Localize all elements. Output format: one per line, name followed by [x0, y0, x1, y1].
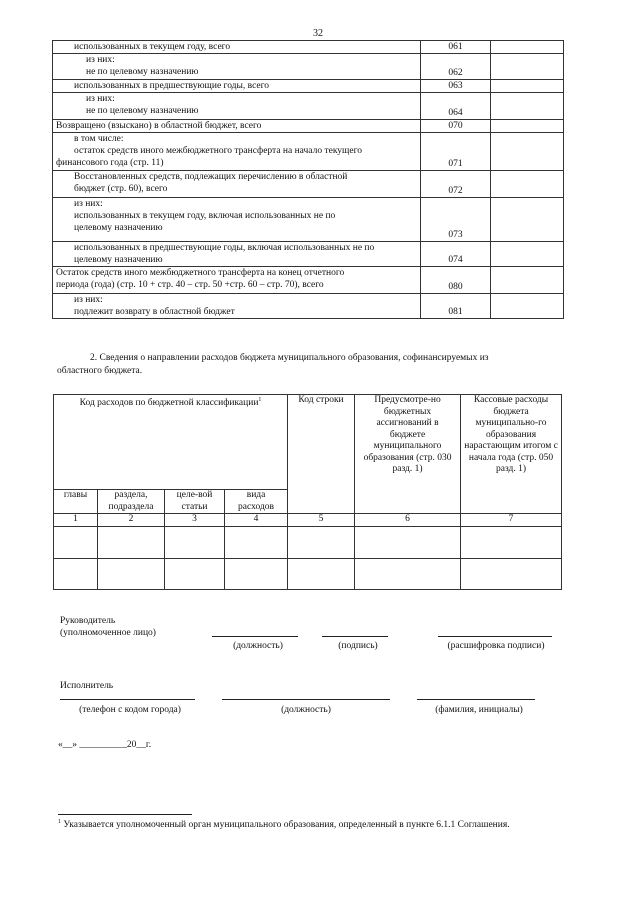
- line-code: 072: [421, 171, 491, 198]
- description-line: Возвращено (взыскано) в областной бюджет, всего: [56, 121, 262, 131]
- value-cell[interactable]: [491, 93, 564, 120]
- expenses-table: [53, 394, 562, 590]
- table-row: [53, 80, 564, 93]
- phone-caption: (телефон с кодом города): [79, 705, 181, 715]
- description-line: использованных в текущем году, всего: [74, 42, 231, 52]
- description-line: в том числе:: [74, 134, 124, 144]
- report-table-continued: [52, 40, 564, 319]
- description-line: финансового года (стр. 11): [56, 158, 164, 168]
- line-code: 080: [421, 267, 491, 294]
- signature-caption: (подпись): [338, 641, 378, 651]
- table-row: [53, 54, 564, 80]
- table-row: [53, 120, 564, 133]
- line-code: 061: [421, 41, 491, 54]
- footnote: [58, 819, 510, 830]
- header-cash-expenses: Кассовые расходы бюджета муниципально-го образования нарастающим итогом с начала года (стр. 050 разд. 1): [461, 395, 562, 514]
- empty-cell[interactable]: [355, 558, 461, 589]
- row-description: [53, 54, 421, 80]
- empty-cell[interactable]: [165, 526, 225, 558]
- row-description: [53, 198, 421, 242]
- description-line: остаток средств иного межбюджетного трансферта на начало текущего: [74, 146, 362, 156]
- header-chapter: главы: [54, 490, 98, 514]
- empty-cell[interactable]: [288, 526, 355, 558]
- column-numbers-row: [54, 514, 562, 527]
- footnote-mark: 1: [58, 819, 61, 825]
- value-cell[interactable]: [491, 133, 564, 171]
- table-row: [53, 41, 564, 54]
- row-description: [53, 93, 421, 120]
- executor-name-line[interactable]: [417, 699, 535, 700]
- value-cell[interactable]: [491, 242, 564, 267]
- header-section: раздела, подраздела: [98, 490, 165, 514]
- description-line: целевому назначению: [74, 223, 163, 233]
- table-row: [53, 133, 564, 171]
- empty-cell[interactable]: [288, 558, 355, 589]
- footnote-separator: [58, 814, 192, 815]
- line-code: 073: [421, 198, 491, 242]
- line-code: 063: [421, 80, 491, 93]
- col-number: 5: [288, 514, 355, 527]
- description-line: из них:: [86, 94, 115, 104]
- description-line: целевому назначению: [74, 255, 163, 265]
- line-code: 070: [421, 120, 491, 133]
- executor-position-caption: (должность): [281, 705, 331, 715]
- head-label: Руководитель: [60, 616, 116, 626]
- line-code: 081: [421, 294, 491, 319]
- description-line: использованных в предшествующие годы, включая использованных не по: [74, 243, 375, 253]
- description-line: Восстановленных средств, подлежащих перечислению в областной: [74, 172, 348, 182]
- header-planned-allocations: Предусмотре-но бюджетных ассигнований в бюджете муниципального образования (стр. 030 разд. 1): [355, 395, 461, 514]
- empty-cell[interactable]: [355, 526, 461, 558]
- empty-cell[interactable]: [461, 558, 562, 589]
- col-number: 1: [54, 514, 98, 527]
- description-line: использованных в текущем году, включая использованных не по: [74, 211, 336, 221]
- empty-cell[interactable]: [54, 558, 98, 589]
- line-code: 062: [421, 54, 491, 80]
- row-description: [53, 171, 421, 198]
- page-number: 32: [313, 28, 323, 39]
- description-line: не по целевому назначению: [86, 106, 199, 116]
- head-sub-label: (уполномоченное лицо): [60, 628, 156, 638]
- empty-cell[interactable]: [98, 526, 165, 558]
- executor-name-caption: (фамилия, инициалы): [435, 705, 523, 715]
- description-line: подлежит возврату в областной бюджет: [74, 307, 235, 317]
- description-line: из них:: [74, 199, 103, 209]
- row-description: [53, 294, 421, 319]
- col-number: 3: [165, 514, 225, 527]
- signature-decoding-caption: (расшифровка подписи): [447, 641, 545, 651]
- row-description: [53, 133, 421, 171]
- table-row: [53, 171, 564, 198]
- phone-line[interactable]: [60, 699, 195, 700]
- row-description: [53, 242, 421, 267]
- description-line: не по целевому назначению: [86, 67, 199, 77]
- line-code: 074: [421, 242, 491, 267]
- table-row: [54, 526, 562, 558]
- row-description: [53, 120, 421, 133]
- line-code: 064: [421, 93, 491, 120]
- description-line: из них:: [86, 55, 115, 65]
- footnote-text: Указывается уполномоченный орган муниципального образования, определенный в пункте 6.1.1 Соглашения.: [63, 820, 510, 831]
- empty-cell[interactable]: [98, 558, 165, 589]
- value-cell[interactable]: [491, 120, 564, 133]
- table-row: [53, 198, 564, 242]
- empty-cell[interactable]: [165, 558, 225, 589]
- table-row: [53, 267, 564, 294]
- executor-label: Исполнитель: [60, 681, 114, 691]
- col-number: 4: [225, 514, 288, 527]
- value-cell[interactable]: [491, 294, 564, 319]
- empty-cell[interactable]: [225, 558, 288, 589]
- table-row: [53, 294, 564, 319]
- description-line: периода (года) (стр. 10 + стр. 40 – стр. 50 +стр. 60 – стр. 70), всего: [56, 280, 324, 290]
- table-row: [53, 242, 564, 267]
- empty-cell[interactable]: [54, 526, 98, 558]
- header-expense-type: вида расходов: [225, 490, 288, 514]
- row-description: [53, 267, 421, 294]
- empty-cell[interactable]: [461, 526, 562, 558]
- col-number: 2: [98, 514, 165, 527]
- empty-cell[interactable]: [225, 526, 288, 558]
- value-cell[interactable]: [491, 41, 564, 54]
- row-description: [53, 80, 421, 93]
- header-target-article: целе-вой статьи: [165, 490, 225, 514]
- value-cell[interactable]: [491, 80, 564, 93]
- line-code: 071: [421, 133, 491, 171]
- value-cell[interactable]: [491, 54, 564, 80]
- col-number: 7: [461, 514, 562, 527]
- position-line[interactable]: [212, 636, 298, 637]
- header-budget-classification: Код расходов по бюджетной классификации$^1$: [54, 395, 288, 490]
- table-row: [53, 93, 564, 120]
- description-line: Остаток средств иного межбюджетного трансферта на конец отчетного: [56, 268, 345, 278]
- value-cell[interactable]: [491, 171, 564, 198]
- section-2-title-cont: областного бюджета.: [57, 366, 143, 376]
- row-description: [53, 41, 421, 54]
- value-cell[interactable]: [491, 267, 564, 294]
- executor-position-line[interactable]: [222, 699, 390, 700]
- section-2-title: 2. Сведения о направлении расходов бюджета муниципального образования, софинансируемых из: [90, 353, 489, 363]
- col-number: 6: [355, 514, 461, 527]
- header-line-code: Код строки: [288, 395, 355, 514]
- description-line: бюджет (стр. 60), всего: [74, 184, 168, 194]
- value-cell[interactable]: [491, 198, 564, 242]
- signature-line[interactable]: [322, 636, 388, 637]
- date-field[interactable]: «__» __________20__г.: [58, 740, 152, 750]
- signature-decoding-line[interactable]: [438, 636, 552, 637]
- table-row: [54, 558, 562, 589]
- description-line: из них:: [74, 295, 103, 305]
- description-line: использованных в предшествующие годы, всего: [74, 81, 270, 91]
- position-caption: (должность): [233, 641, 283, 651]
